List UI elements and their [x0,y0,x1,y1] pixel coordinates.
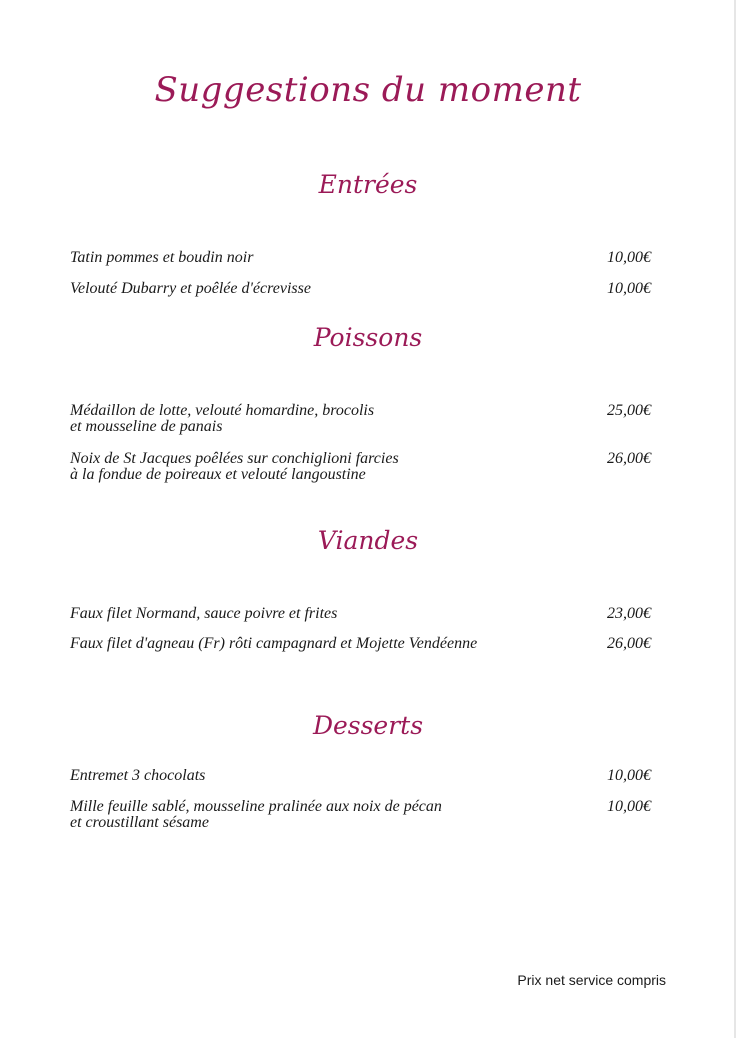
menu-item [70,250,651,266]
item-name: Tatin pommes et boudin noir [70,249,254,266]
item-price: 10,00€ [607,767,651,784]
item-name-continued: et croustillant sésame [70,814,209,831]
item-price: 10,00€ [607,249,651,266]
menu-item [70,768,651,784]
item-price: 26,00€ [607,635,651,652]
menu-item [70,403,651,435]
item-name: Entremet 3 chocolats [70,767,206,784]
item-price: 23,00€ [607,605,651,622]
item-name: Mille feuille sablé, mousseline pralinée aux noix de pécan [70,798,442,815]
menu-item [70,281,651,297]
item-price: 25,00€ [607,402,651,419]
item-name-continued: et mousseline de panais [70,418,223,435]
menu-item [70,606,651,622]
price-note: Prix net service compris [517,972,666,988]
menu-item [70,799,651,831]
section-heading-desserts: Desserts [312,711,424,740]
item-price: 10,00€ [607,280,651,297]
item-name: Faux filet Normand, sauce poivre et frites [70,605,338,622]
item-name: Faux filet d'agneau (Fr) rôti campagnard et Mojette Vendéenne [70,635,478,652]
section-heading-entrees: Entrées [318,170,418,199]
item-price: 10,00€ [607,798,651,815]
menu-item [70,451,651,483]
menu-title: Suggestions du moment [154,70,582,110]
item-price: 26,00€ [607,450,651,467]
item-name: Noix de St Jacques poêlées sur conchiglioni farcies [70,450,399,467]
menu-item [70,636,651,652]
item-name: Médaillon de lotte, velouté homardine, brocolis [70,402,375,419]
item-name-continued: à la fondue de poireaux et velouté langoustine [70,466,366,483]
item-name: Velouté Dubarry et poêlée d'écrevisse [70,280,311,297]
section-heading-poissons: Poissons [313,323,423,352]
section-heading-viandes: Viandes [317,526,419,555]
